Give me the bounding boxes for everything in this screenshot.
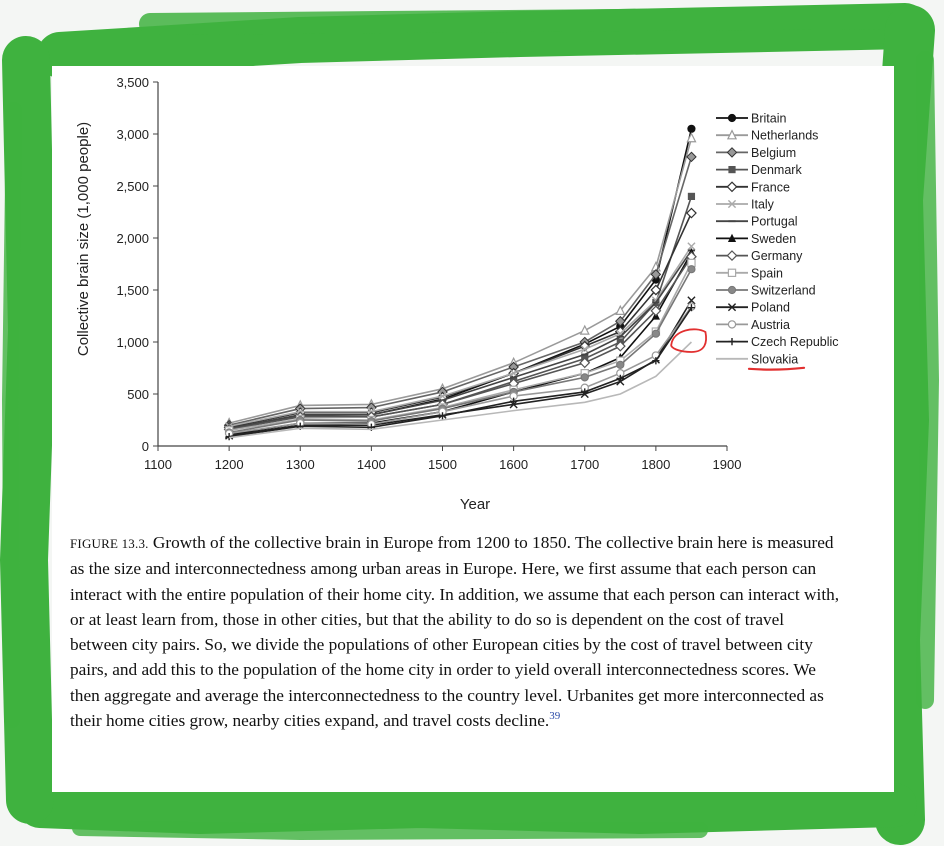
x-tick-label: 1600 xyxy=(499,457,529,472)
figure-caption xyxy=(70,530,840,733)
data-point xyxy=(688,125,695,132)
data-point xyxy=(688,193,695,200)
legend-label: Italy xyxy=(751,197,774,212)
slovakia-highlight xyxy=(671,329,706,352)
data-point xyxy=(728,166,735,173)
data-point xyxy=(688,266,695,273)
caption-lead: FIGURE 13.3. xyxy=(70,536,149,551)
legend-label: Denmark xyxy=(751,163,802,178)
x-tick-label: 1100 xyxy=(144,457,172,472)
legend-label: Portugal xyxy=(751,214,798,229)
y-tick-label: 0 xyxy=(141,439,149,454)
chart-legend xyxy=(716,112,839,370)
data-point xyxy=(728,321,735,328)
legend-label: Austria xyxy=(751,317,790,332)
highlight-circle xyxy=(671,329,706,352)
legend-label: Poland xyxy=(751,300,790,315)
x-tick-label: 1300 xyxy=(285,457,315,472)
legend-label: Germany xyxy=(751,249,803,264)
y-tick-label: 500 xyxy=(127,387,149,402)
footnote-ref[interactable]: 39 xyxy=(549,710,561,723)
data-point xyxy=(687,152,696,161)
series-britain xyxy=(226,125,696,434)
data-point xyxy=(617,361,624,368)
legend-label: Slovakia xyxy=(751,352,799,367)
line-chart xyxy=(52,66,894,526)
legend-item-netherlands xyxy=(716,129,818,143)
legend-label: Switzerland xyxy=(751,283,816,298)
legend-item-denmark xyxy=(716,163,802,177)
data-point xyxy=(728,269,735,276)
x-tick-label: 1500 xyxy=(428,457,457,472)
legend-label: Sweden xyxy=(751,231,797,246)
legend-item-slovakia xyxy=(716,352,804,369)
legend-label: Britain xyxy=(751,111,787,126)
y-tick-label: 1,000 xyxy=(116,335,149,350)
legend-item-czech-republic xyxy=(716,335,839,349)
legend-item-germany xyxy=(716,249,803,263)
data-point xyxy=(687,208,696,217)
y-tick-label: 1,500 xyxy=(116,283,149,298)
legend-label: France xyxy=(751,180,790,195)
caption-text: Growth of the collective brain in Europe from 1200 to 1850. The collective brain here is measured as the size and interconnectedness among urban areas in Europe. Here, we first assume that each person can interact with the entire population of their home city. In addition, we assume that each person can interact with, or at least learn from, those in other cities, but that the ability to do so is dependent on the cost of travel between city pairs. So, we divide the populations of other European cities by the cost of travel between city pairs, and add this to the population of the home city in order to yield overall interconnectedness scores. We then aggregate and average the interconnectedness to the country level. Urbanites get more interconnected as their home cities grow, nearby cities expand, and travel costs decline. xyxy=(70,533,840,731)
legend-item-italy xyxy=(716,198,775,212)
series-netherlands xyxy=(225,134,696,427)
chart-series xyxy=(225,125,697,440)
legend-item-belgium xyxy=(716,146,796,160)
data-point xyxy=(652,330,659,337)
data-point xyxy=(727,251,736,260)
legend-item-britain xyxy=(716,112,786,126)
y-tick-label: 3,000 xyxy=(116,127,149,142)
legend-item-france xyxy=(716,180,790,194)
legend-item-spain xyxy=(716,266,783,280)
legend-item-poland xyxy=(716,301,790,315)
series-belgium xyxy=(225,152,697,430)
legend-item-austria xyxy=(716,318,790,332)
data-point xyxy=(581,374,588,381)
legend-label: Netherlands xyxy=(751,128,819,143)
data-point xyxy=(727,182,736,191)
legend-label: Belgium xyxy=(751,145,797,160)
y-tick-label: 2,500 xyxy=(116,179,149,194)
x-tick-label: 1400 xyxy=(356,457,386,472)
legend-label: Czech Republic xyxy=(751,335,839,350)
y-tick-label: 3,500 xyxy=(116,75,149,90)
x-axis-label: Year xyxy=(459,496,491,513)
data-point xyxy=(728,114,735,121)
data-point xyxy=(727,148,736,157)
series-portugal xyxy=(226,250,696,428)
series-line xyxy=(229,157,691,425)
legend-item-switzerland xyxy=(716,284,816,298)
data-point xyxy=(728,338,735,345)
legend-label: Spain xyxy=(751,266,783,281)
x-tick-label: 1700 xyxy=(570,457,600,472)
data-point xyxy=(581,326,589,334)
series-switzerland xyxy=(226,266,696,436)
x-tick-label: 1900 xyxy=(712,457,742,472)
x-tick-label: 1800 xyxy=(641,457,671,472)
y-tick-label: 2,000 xyxy=(116,231,149,246)
x-tick-label: 1200 xyxy=(214,457,244,472)
y-axis-label: Collective brain size (1,000 people) xyxy=(75,121,92,357)
legend-item-sweden xyxy=(716,232,796,246)
series-denmark xyxy=(226,193,696,433)
chart-axes xyxy=(116,75,741,472)
data-point xyxy=(728,286,735,293)
legend-item-portugal xyxy=(716,215,798,229)
highlight-underline xyxy=(749,368,804,370)
